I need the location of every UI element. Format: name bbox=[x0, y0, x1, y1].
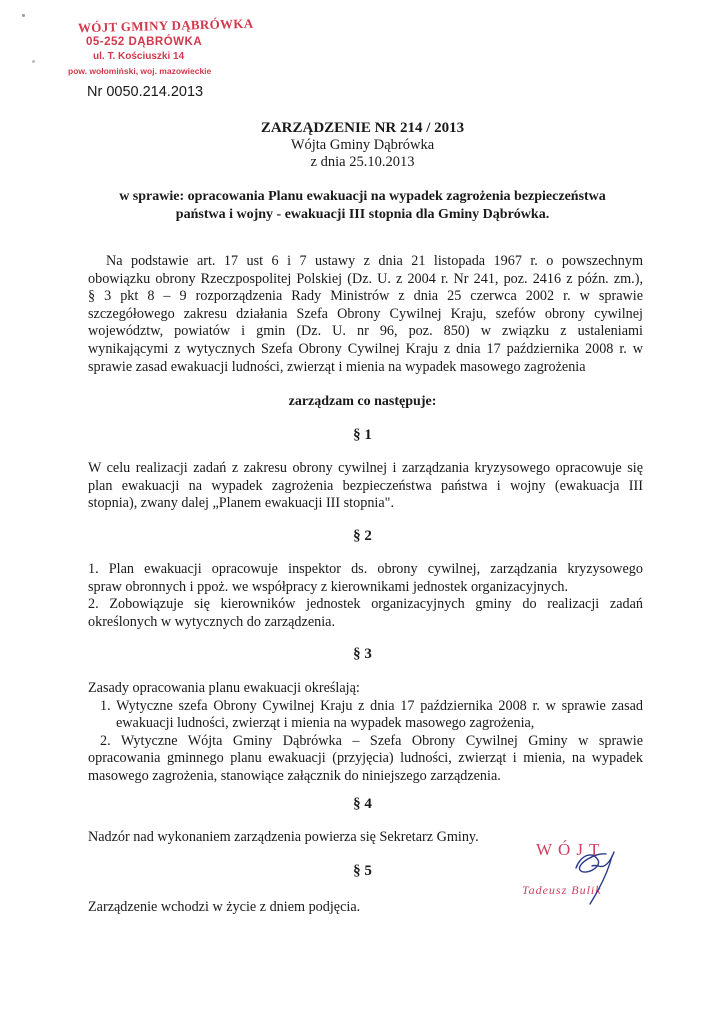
section-1-text bbox=[88, 460, 643, 513]
paragraph-line: opracowania gminnego planu ewakuacji (przyjęcia) ludności, zwierząt i mienia, na wypadek bbox=[88, 750, 643, 767]
paragraph-line: województw, powiatów i gmin (Dz. U. nr 96, poz. 850) w związku z ustaleniami bbox=[88, 323, 643, 340]
paragraph-line: określonych w wytycznych do zarządzenia. bbox=[88, 613, 335, 630]
issuer: Wójta Gminy Dąbrówka bbox=[290, 137, 435, 153]
document-date: z dnia 25.10.2013 bbox=[310, 154, 415, 170]
stamp-line-2: 05-252 DĄBRÓWKA bbox=[86, 36, 203, 48]
paragraph-line: Nadzór nad wykonaniem zarządzenia powierza się Sekretarz Gminy. bbox=[88, 829, 479, 845]
handwritten-signature-icon bbox=[500, 838, 640, 908]
section-3-text bbox=[88, 680, 643, 786]
paragraph-line: szczegółowego zakresu działania Szefa Obrony Cywilnej Kraju, szefów obrony cywilnej bbox=[88, 305, 643, 322]
signature-stamp-title: WÓJT bbox=[536, 840, 606, 859]
paragraph-line: Zasady opracowania planu ewakuacji określają: bbox=[88, 680, 360, 696]
paragraph-line: sprawie zasad ewakuacji ludności, zwierząt i mienia na wypadek masowego zagrożenia bbox=[88, 358, 586, 375]
stamp-line-4: pow. wołomiński, woj. mazowieckie bbox=[68, 66, 212, 76]
paragraph-line: masowego zagrożenia, stanowiące załącznik do niniejszego zarządzenia. bbox=[88, 767, 501, 784]
paragraph-line: stopnia), zwany dalej „Planem ewakuacji III stopnia". bbox=[88, 495, 394, 512]
document-title: ZARZĄDZENIE NR 214 / 2013 bbox=[260, 120, 465, 136]
paragraph-line: wynikającymi z wytycznych Szefa Obrony Cywilnej Kraju z dnia 17 października 2008 r. w bbox=[88, 340, 643, 357]
section-2-text bbox=[88, 561, 643, 631]
paragraph-line: Na podstawie art. 17 ust 6 i 7 ustawy z dnia 21 listopada 1967 r. o powszechnym bbox=[106, 253, 643, 269]
paragraph-line: 1. Plan ewakuacji opracowuje inspektor ds. obrony cywilnej, zarządzania kryzysowego bbox=[88, 561, 643, 577]
stamp-line-3: ul. T. Kościuszki 14 bbox=[93, 51, 185, 62]
signature-stamp-name: Tadeusz Bulik bbox=[522, 883, 602, 897]
stamp-line-1: WÓJT GMINY DĄBRÓWKA bbox=[77, 15, 254, 36]
section-3-mark: § 3 bbox=[353, 646, 372, 662]
section-4-mark: § 4 bbox=[353, 796, 372, 812]
paragraph-line: W celu realizacji zadań z zakresu obrony cywilnej i zarządzania kryzysowego opracowuje się bbox=[88, 460, 643, 476]
subject-line: państwa i wojny - ewakuacji III stopnia dla Gminy Dąbrówka. bbox=[175, 207, 550, 222]
signature-block bbox=[500, 838, 640, 908]
paragraph-line: Zarządzenie wchodzi w życie z dniem podjęcia. bbox=[88, 899, 361, 915]
legal-basis-paragraph bbox=[88, 253, 643, 376]
document-number: Nr 0050.214.2013 bbox=[87, 84, 204, 100]
section-5-mark: § 5 bbox=[353, 863, 372, 879]
document-subject bbox=[0, 188, 725, 224]
paragraph-line: obowiązku obrony Rzeczpospolitej Polskiej (Dz. U. z 2004 r. Nr 241, poz. 2416 z późn. zm.), bbox=[88, 270, 643, 287]
paragraph-line: spraw obronnych i ppoż. we współpracy z kierownikami jednostek organizacyjnych. bbox=[88, 578, 569, 595]
scan-speck bbox=[32, 60, 35, 63]
section-2-mark: § 2 bbox=[353, 528, 372, 544]
decree-heading: zarządzam co następuje: bbox=[288, 394, 437, 409]
section-1-mark: § 1 bbox=[353, 427, 372, 443]
paragraph-line: § 3 pkt 8 – 9 rozporządzenia Rady Ministrów z dnia 25 czerwca 2002 r. w sprawie bbox=[88, 288, 643, 305]
paragraph-line: plan ewakuacji na wypadek zagrożenia bezpieczeństwa państwa i wojny (ewakuacja III bbox=[88, 477, 643, 494]
paragraph-line: ewakuacji ludności, zwierząt i mienia na wypadek masowego zagrożenia, bbox=[116, 715, 535, 732]
scan-speck bbox=[22, 14, 25, 17]
paragraph-line: 1. Wytyczne szefa Obrony Cywilnej Kraju z dnia 17 października 2008 r. w sprawie zasad bbox=[100, 697, 643, 714]
paragraph-line: 2. Wytyczne Wójta Gminy Dąbrówka – Szefa Obrony Cywilnej Gminy w sprawie bbox=[100, 732, 643, 749]
subject-line: w sprawie: opracowania Planu ewakuacji na wypadek zagrożenia bezpieczeństwa bbox=[119, 189, 606, 204]
paragraph-line: 2. Zobowiązuje się kierowników jednostek organizacyjnych gminy do realizacji zadań bbox=[88, 596, 643, 613]
